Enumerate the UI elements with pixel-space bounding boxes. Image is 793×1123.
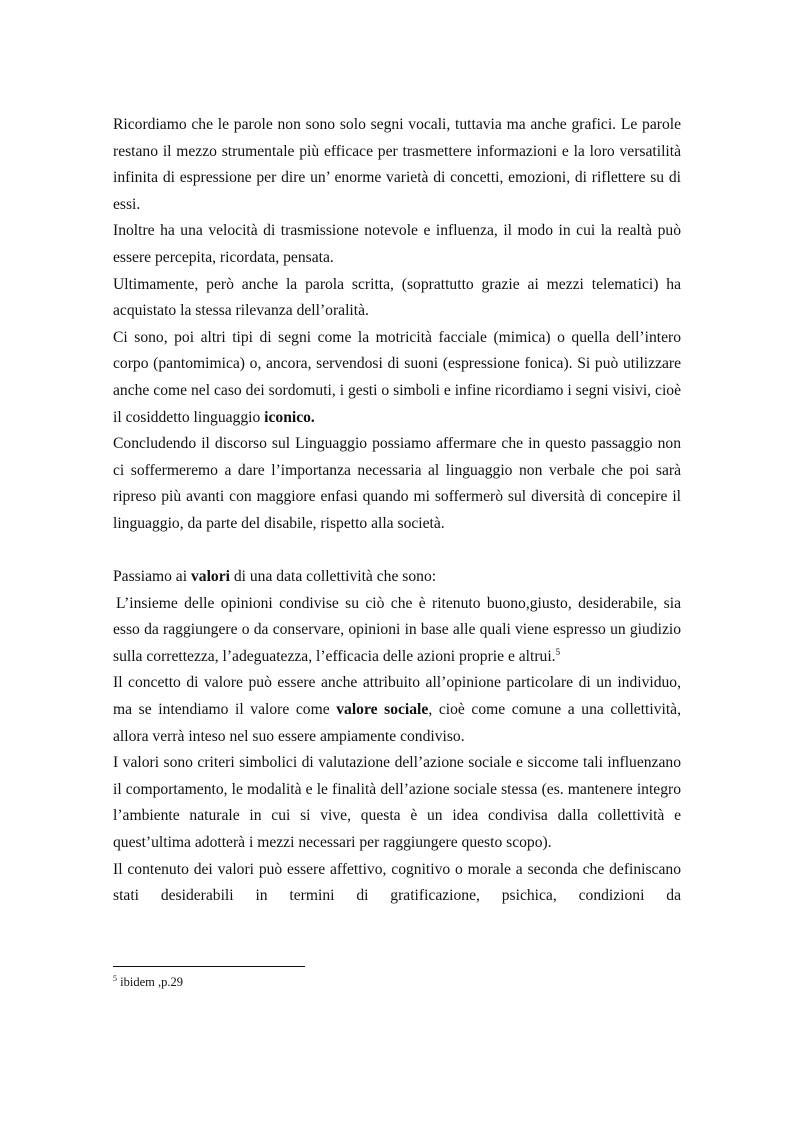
paragraph-velocita-trasmissione: Inoltre ha una velocità di trasmissione notevole e influenza, il modo in cui la realtà può essere percepita, ricordata, pensata. [113,222,681,266]
bold-term-valori: valori [190,568,230,586]
footnote-reference[interactable]: 5 [555,646,561,657]
bold-term-valore-sociale: valore sociale [336,701,429,719]
paragraph-contenuto-valori: Il contenuto dei valori può essere affettivo, cognitivo o morale a seconda che definiscano stati desiderabili in termini di gratificazione, psichica, condizioni da [113,860,681,905]
paragraph-concetto-valore: Il concetto di valore può essere anche attribuito all’opinione particolare di un individuo, ma se intendiamo il valore come valore sociale, cioè come comune a una collettività, allora verrà inteso nel suo essere ampiamente condiviso. [113,674,681,745]
document-body [113,112,681,910]
footnote [113,974,183,990]
footnote-marker: 5 [113,974,117,983]
bold-term-iconico: iconico. [264,408,315,426]
paragraph-gap [113,538,681,565]
paragraph-parola-scritta: Ultimamente, però anche la parola scritta, (soprattutto grazie ai mezzi telematici) ha acquistato la stessa rilevanza dell’oralità. [113,275,681,320]
paragraph-criteri-simbolici: I valori sono criteri simbolici di valutazione dell’azione sociale e siccome tali influenzano il comportamento, le modalità e le finalità dell’azione sociale stessa (es. mantenere integro l’ambiente naturale in cui si vive, questa è un idea condivisa dalla collettività e quest’ultima adotterà i mezzi necessari per raggiungere questo scopo). [113,754,681,852]
footnote-text: ibidem ,p.29 [117,975,183,989]
paragraph-passiamo-valori: Passiamo ai valori di una data collettività che sono: [113,568,437,586]
paragraph-parole-segni: Ricordiamo che le parole non sono solo segni vocali, tuttavia ma anche grafici. Le parole restano il mezzo strumentale più efficace per trasmettere informazioni e la loro versatilità infinita di espressione per dire un’ enorme varietà di concetti, emozioni, di riflettere su di essi. [113,116,681,213]
footnote-separator [113,966,305,967]
paragraph-conclusione-linguaggio: Concludendo il discorso sul Linguaggio possiamo affermare che in questo passaggio non ci soffermeremo a dare l’importanza necessaria al linguaggio non verbale che poi sarà ripreso più avanti con maggiore enfasi quando mi soffermerò sul diversità di concepire il linguaggio, da parte del disabile, rispetto alla società. [113,435,681,532]
paragraph-definizione-valori: L’insieme delle opinioni condivise su ciò che è ritenuto buono,giusto, desiderabile, sia esso da raggiungere o da conservare, opinioni in base alle quali viene espresso un giudizio sulla correttezza, l’adeguatezza, l’efficacia delle azioni proprie e altrui.$^5$ [113,594,681,665]
paragraph-altri-segni: Ci sono, poi altri tipi di segni come la motricità facciale (mimica) o quella dell’intero corpo (pantomimica) o, ancora, servendosi di suoni (espressione fonica). Si può utilizzare anche come nel caso dei sordomuti, i gesti o simboli e infine ricordiamo i segni visivi, cioè il cosiddetto linguaggio iconico. [113,328,681,426]
